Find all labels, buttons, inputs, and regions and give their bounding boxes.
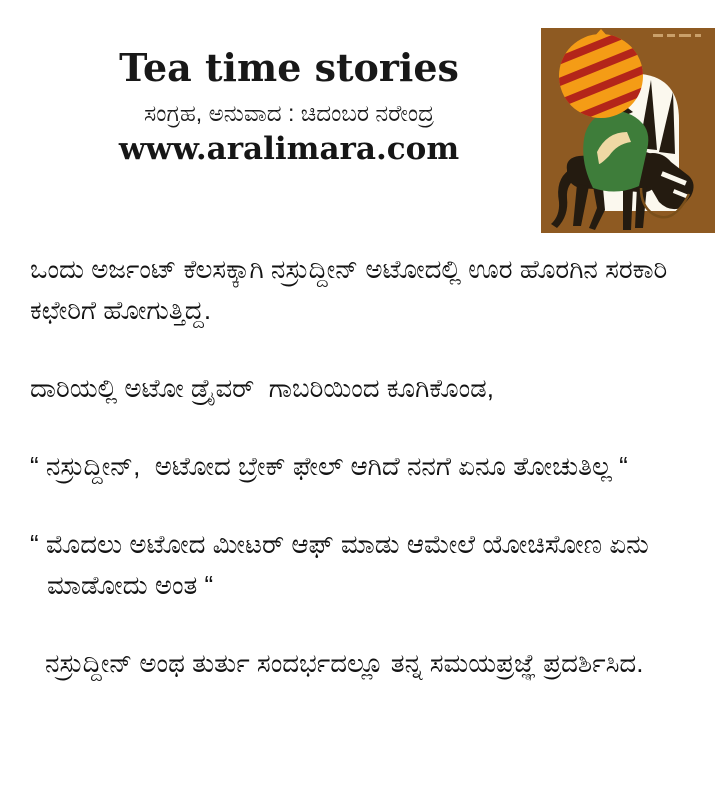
story-text <box>30 249 692 721</box>
website-url: www.aralimara.com <box>118 131 460 167</box>
story-paragraph-quote: “ ನಸ್ರುದ್ದೀನ್, ಅಟೋದ ಬ್ರೇಕ್ ಫೇಲ್ ಆಗಿದೆ ನನಗೆ ಏನೂ ತೋಚುತಿಲ್ಲ “ <box>30 451 628 481</box>
nasruddin-on-donkey-illustration <box>541 28 715 233</box>
page-title: Tea time stories <box>119 45 459 90</box>
story-paragraph: ದಾರಿಯಲ್ಲಿ ಅಟೋ ಡ್ರೈವರ್ ಗಾಬರಿಯಿಂದ ಕೂಗಿಕೊಂಡ, <box>30 373 494 403</box>
story-paragraph: ಒಂದು ಅರ್ಜಂಟ್ ಕೆಲಸಕ್ಕಾಗಿ ನಸ್ರುದ್ದೀನ್ ಅಟೋದಲ್ಲಿ ಊರ ಹೊರಗಿನ ಸರಕಾರಿ ಕಛೇರಿಗೆ ಹೋಗುತ್ತಿದ್ದ. <box>30 254 675 325</box>
story-paragraph: ನಸ್ರುದ್ದೀನ್ ಅಂಥ ತುರ್ತು ಸಂದರ್ಭದಲ್ಲೂ ತನ್ನ ಸಮಯಪ್ರಜ್ಞೆ ಪ್ರದರ್ಶಿಸಿದ. <box>45 648 644 678</box>
story-paragraph-quote: “ ಮೊದಲು ಅಟೋದ ಮೀಟರ್ ಆಫ್ ಮಾಡು ಆಮೇಲೆ ಯೋಚಿಸೋಣ ಏನು ಮಾಡೋದು ಅಂತ “ <box>30 529 657 600</box>
byline: ಸಂಗ್ರಹ, ಅನುವಾದ : ಚಿದಂಬರ ನರೇಂದ್ರ <box>144 100 434 126</box>
rider-robe <box>583 110 648 192</box>
